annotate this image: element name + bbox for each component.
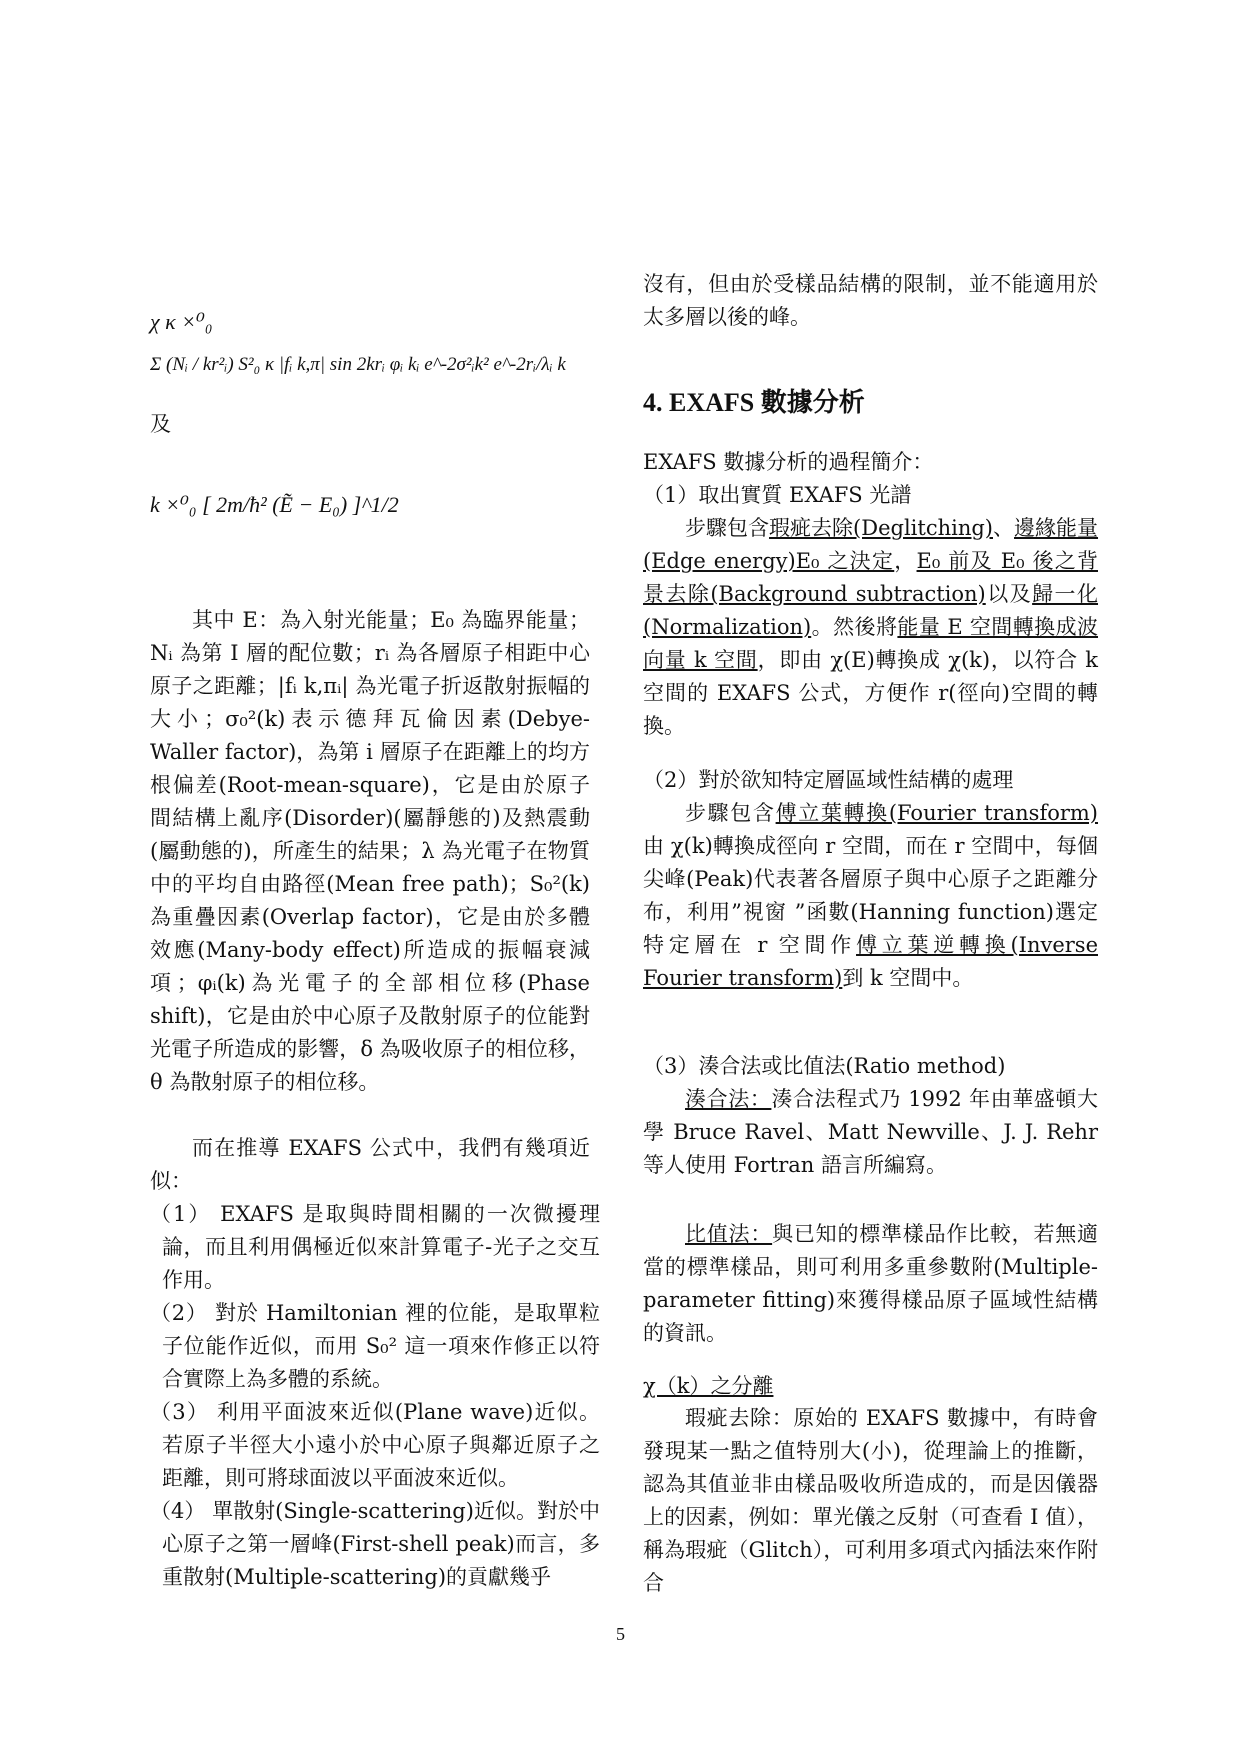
term-normalization: 歸一化(Normalization)	[643, 582, 1099, 639]
text-run: 以及	[985, 582, 1033, 606]
page-number: 5	[616, 1624, 625, 1644]
text-run: 湊合法程式乃 1992 年由華盛頓大學 Bruce Ravel、Matt Newville、J. J. Rehr 等人使用 Fortran 語言所編寫。	[643, 1087, 1099, 1177]
text-run: 到 k 空間中。	[842, 966, 974, 990]
text-run: ，	[894, 549, 917, 573]
ratio-paragraph	[643, 1218, 1098, 1350]
text-run: 步驟包含	[685, 801, 776, 825]
list-item: （3） 利用平面波來近似(Plane wave)近似。若原子半徑大小遠小於中心原子與鄰近原子之距離，則可將球面波以平面波來近似。	[150, 1400, 600, 1490]
deglitching-paragraph: 瑕疵去除：原始的 EXAFS 數據中，有時會發現某一點之值特別大(小)，從理論上的推斷，認為其值並非由樣品吸收所造成的，而是因儀器上的因素，例如：單光儀之反射（可查看 I 值），稱為瑕疵（Glitch），可利用多項式內插法來作附合	[643, 1406, 1098, 1595]
text-run: 與已知的標準樣品作比較，若無適當的標準樣品，則可利用多重參數附(Multiple-parameter fitting)來獲得樣品原子區域性結構的資訊。	[643, 1222, 1099, 1345]
continued-text: 沒有，但由於受樣品結構的限制，並不能適用於太多層以後的峰。	[643, 272, 1098, 329]
step2-title: （2）對於欲知特定層區域性結構的處理	[643, 768, 1014, 792]
equation-conjunction: 及	[150, 412, 171, 436]
equation-chi-k-line: χ κ ×⁰₀	[150, 309, 213, 334]
text-run: 步驟包含	[685, 516, 770, 540]
approximations-list	[150, 1198, 600, 1594]
list-item: （2） 對於 Hamiltonian 裡的位能，是取單粒子位能作近似，而用 S₀² 這一項來作修正以符合實際上為多體的系統。	[150, 1301, 600, 1391]
term-fitting-method: 湊合法：	[685, 1087, 772, 1111]
term-edge-energy: 邊緣能量(Edge energy)E₀ 之決定	[643, 516, 1099, 573]
approximations-intro: 而在推導 EXAFS 公式中，我們有幾項近似：	[150, 1136, 590, 1193]
step3-title: （3）湊合法或比值法(Ratio method)	[643, 1054, 1006, 1078]
text-run: 由 χ(k)轉換成徑向 r 空間，而在 r 空間中，每個尖峰(Peak)代表著各層原子與中心原子之距離分布，利用”視窗 ”函數(Hanning function)選定特定層在 r 空間作	[643, 834, 1098, 957]
equation-exafs-sum: Σ (Nᵢ / kr²ᵢ) S²₀ κ |fᵢ k,π| sin 2krᵢ φᵢ kᵢ e^-2σ²ᵢk² e^-2rᵢ/λᵢ k	[150, 354, 566, 375]
list-item: （4） 單散射(Single-scattering)近似。對於中心原子之第一層峰(First-shell peak)而言，多重散射(Multiple-scattering)的貢獻幾乎	[150, 1499, 600, 1589]
list-item: （1） EXAFS 是取與時間相關的一次微擾理論，而且利用偶極近似來計算電子-光子之交互作用。	[150, 1202, 600, 1292]
fitting-paragraph	[643, 1083, 1098, 1182]
text-run: ，即由 χ(E)轉換成 χ(k)，以符合 k 空間的 EXAFS 公式，方便作 r(徑向)空間的轉換。	[643, 648, 1099, 738]
variable-definitions-paragraph: 其中 E：為入射光能量；E₀ 為臨界能量；Nᵢ 為第 I 層的配位數；rᵢ 為各層原子相距中心原子之距離；|fᵢ k,πᵢ| 為光電子折返散射振幅的大小；σ₀²(k)表示德拜瓦倫因素(Debye-Waller factor)，為第 i 層原子在距離上的均方根偏差(Root-mean-square)，它是由於原子間結構上亂序(Disorder)(屬靜態的)及熱震動(屬動態的)，所產生的結果；λ 為光電子在物質中的平均自由路徑(Mean free path)；S₀²(k)為重疊因素(Overlap factor)，它是由於多體效應(Many-body effect)所造成的振幅衰減項；φᵢ(k)為光電子的全部相位移(Phase shift)，它是由於中心原子及散射原子的位能對光電子所造成的影響，δ 為吸收原子的相位移，θ 為散射原子的相位移。	[150, 608, 590, 1094]
term-fourier-transform: 傅立葉轉換(Fourier transform)	[775, 801, 1099, 825]
text-run: 、	[993, 516, 1015, 540]
term-deglitching: 瑕疵去除(Deglitching)	[769, 516, 993, 540]
equation-wavevector: k ×⁰₀ [ 2m/ħ² (Ẽ − E₀) ]^1/2	[150, 492, 399, 517]
term-inverse-fourier: 傅立葉逆轉換(Inverse Fourier transform)	[643, 933, 1098, 990]
text-run: 。然後將	[811, 615, 898, 639]
chi-separation-title: χ（k）之分離	[643, 1374, 774, 1398]
step1-title: （1）取出實質 EXAFS 光譜	[643, 483, 912, 507]
step2-paragraph	[643, 797, 1098, 995]
term-ratio-method: 比值法：	[685, 1222, 773, 1246]
term-space-conversion: 能量 E 空間轉換成波向量 k 空間	[643, 615, 1099, 672]
term-background-subtraction: E₀ 前及 E₀ 後之背景去除(Background subtraction)	[643, 549, 1098, 606]
section-heading: 4. EXAFS 數據分析	[643, 388, 865, 417]
analysis-intro: EXAFS 數據分析的過程簡介：	[643, 450, 934, 474]
step1-paragraph	[643, 512, 1098, 743]
